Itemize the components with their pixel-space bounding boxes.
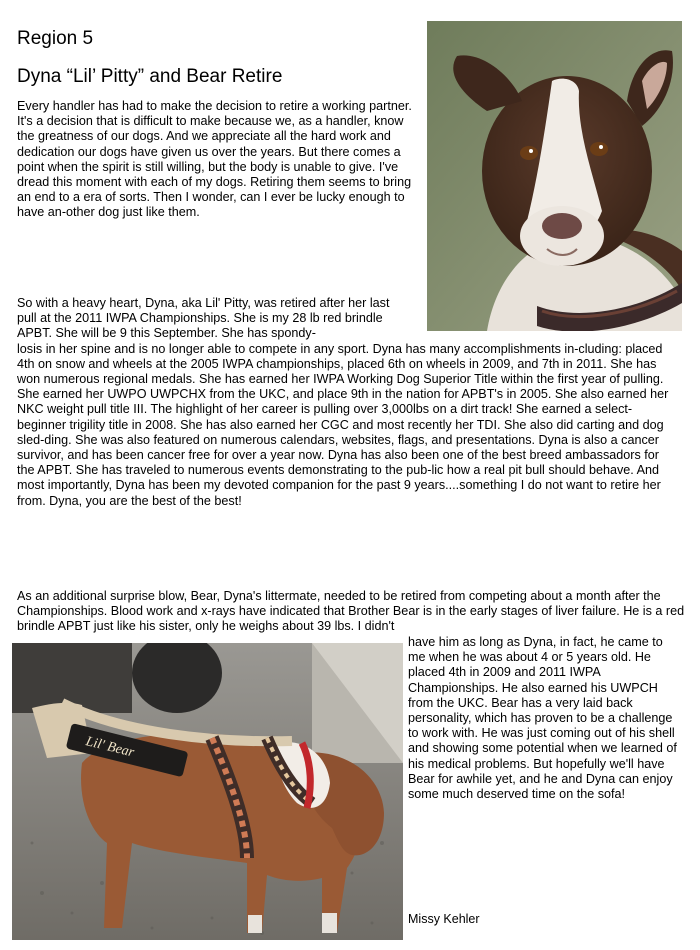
harness-name-label: Lil' Bear [84,734,136,761]
dog-harness-illustration [12,643,403,940]
dog-portrait-illustration [427,21,682,331]
paragraph-intro: Every handler has had to make the decision to retire a working partner. It's a decision that is difficult to make because we, as a handler, know the greatness of our dogs. And we appreciate all the hard work and dedication our dogs have given us over the years. But there comes a point when the spirit is still willing, but the body is unable to give. I've dread this moment with each of my dogs. Retiring them seems to bring an end to a era of sorts. Then I wonder, can I ever be lucky enough to have an-other dog just like them. [17,99,412,220]
region-heading: Region 5 [17,28,94,49]
paragraph-dyna-start: So with a heavy heart, Dyna, aka Lil' Pitty, was retired after her last pull at the 2011 IWPA Championships. She is my 28 lb red brindle APBT. She will be 9 this September. She has spondy- [17,296,390,341]
article-title: Dyna “Lil’ Pitty” and Bear Retire [17,66,283,87]
dog-portrait-photo [427,21,682,331]
dog-harness-photo [12,643,403,940]
paragraph-bear-start: As an additional surprise blow, Bear, Dyna's littermate, needed to be retired from competing about a month after the Championships. Blood work and x-rays have indicated that Brother Bear is in the early stages of liver failure. He is a red brindle APBT just like his sister, only he weighs about 39 lbs. I didn't [17,589,685,634]
paragraph-dyna-rest: losis in her spine and is no longer able to compete in any sport. Dyna has many accomplishments in-cluding: placed 4th on snow and wheels at the 2005 IWPA championships, placed 6th on wheels in 2009, and 7th in 2011. She has won numerous regional medals. She has earned her IWPA Working Dog Superior Title within the first year of pulling. She earned her UWPO UWPCHX from the UKC, and place 9th in the nation for APBT's in 2005. She also earned her NKC weight pull title III. The highlight of her career is pulling over 3,000lbs on a dirt track! She earned a select-beginner trigility title in 2008. She has also earned her CGC and most recently her TDI. She also did carting and dog sled-ding. She was also featured on numerous calendars, websites, flags, and presentations. Dyna is also a cancer survivor, and has been cancer free for over a year now. Dyna has also been one of the best breed ambassadors for the APBT. She has traveled to numerous events demonstrating to the pub-lic how a real pit bull should behave. And most importantly, Dyna has been my devoted companion for the past 9 years....something I do not want to retire her from. Dyna, you are the best of the best! [17,341,669,508]
paragraph-bear-rest: have him as long as Dyna, in fact, he came to me when he was about 4 or 5 years old. He placed 4th in 2009 and 2011 IWPA Championships. He also earned his UWPCH from the UKC. Bear has a very laid back personality, which has proven to be a challenge to work with. He was just coming out of his shell and showing some potential when we learned of his medical problems. But hopefully we'll have Bear for awhile yet, and he and Dyna can enjoy some much deserved time on the sofa! [408,635,677,802]
author-signature: Missy Kehler [408,912,480,926]
